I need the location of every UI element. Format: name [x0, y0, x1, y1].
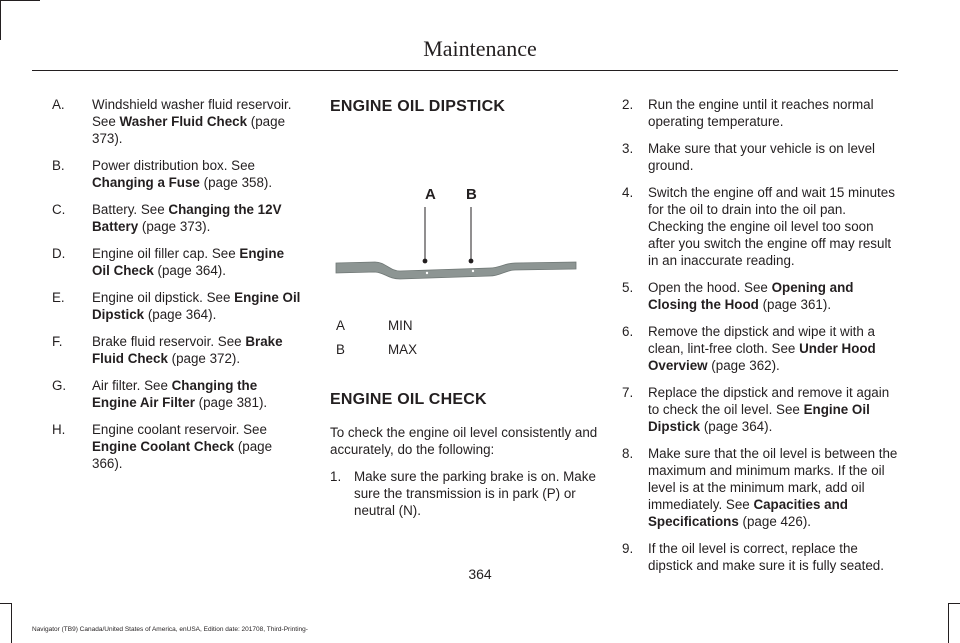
- page-reference: (page 373).: [92, 114, 286, 146]
- legend-key: B: [336, 342, 345, 357]
- cross-reference: Changing the Engine Air Filter: [92, 378, 258, 410]
- hole-dot: [426, 272, 428, 274]
- item-label: F.: [52, 334, 63, 349]
- cross-reference: Opening and Closing the Hood: [648, 280, 854, 312]
- cross-reference: Engine Oil Check: [92, 246, 285, 278]
- crop-mark: [948, 603, 960, 604]
- page-reference: (page 426).: [738, 514, 812, 529]
- item-text: Brake fluid reservoir. See: [92, 334, 246, 349]
- item-label: 6.: [622, 324, 634, 339]
- page-reference: (page 373).: [138, 219, 211, 234]
- cross-reference: Engine Coolant Check: [92, 439, 235, 454]
- page-reference: (page 362).: [707, 358, 780, 373]
- cross-reference: Under Hood Overview: [648, 341, 876, 373]
- crop-mark: [0, 0, 40, 1]
- page-title: Maintenance: [423, 36, 537, 61]
- item-label: D.: [52, 246, 66, 261]
- dipstick-illustration: [330, 115, 602, 295]
- page-reference: (page 361).: [758, 297, 832, 312]
- item-text: Air filter. See: [92, 378, 172, 393]
- item-label: H.: [52, 422, 66, 437]
- list-item: [52, 377, 304, 411]
- legend-key: A: [336, 318, 345, 333]
- list-item: [52, 201, 304, 235]
- item-label: 4.: [622, 185, 634, 200]
- page-reference: (page 364).: [144, 307, 217, 322]
- list-item: [622, 323, 898, 374]
- item-text: Replace the dipstick and remove it again to check the oil level. See: [648, 385, 890, 417]
- cross-reference: Engine Oil Dipstick: [648, 402, 870, 434]
- item-label: C.: [52, 202, 66, 217]
- figure-label-b: B: [466, 186, 477, 203]
- item-text: Switch the engine off and wait 15 minutes for the oil to drain into the oil pan. Checking the engine oil level too soon after you switch the engine off may result in an inaccurate reading.: [648, 185, 895, 268]
- footer-text: Navigator (TB9) Canada/United States of America, enUSA, Edition date: 201708, Third-Printing-: [32, 626, 308, 633]
- dipstick-figure: [330, 115, 602, 295]
- item-text: Power distribution box. See: [92, 158, 256, 173]
- crop-mark: [0, 603, 12, 604]
- item-label: 5.: [622, 280, 634, 295]
- cross-reference: Washer Fluid Check: [119, 114, 248, 129]
- cross-reference: Capacities and Specifications: [648, 497, 848, 529]
- step-number: 1.: [330, 469, 342, 484]
- item-label: 7.: [622, 385, 634, 400]
- list-item: [52, 333, 304, 367]
- page-reference: (page 366).: [92, 439, 273, 471]
- item-text: Engine oil filler cap. See: [92, 246, 240, 261]
- item-label: E.: [52, 290, 65, 305]
- middle-column: [330, 96, 602, 529]
- list-item: [622, 384, 898, 435]
- item-text: Open the hood. See: [648, 280, 772, 295]
- item-text: Engine oil dipstick. See: [92, 290, 235, 305]
- list-item: [52, 289, 304, 323]
- page-reference: (page 364).: [700, 419, 773, 434]
- figure-label-a: A: [425, 186, 436, 203]
- item-label: 8.: [622, 446, 634, 461]
- legend-row-max: [330, 341, 602, 365]
- max-mark: [469, 259, 474, 264]
- crop-mark: [0, 0, 1, 40]
- page-reference: (page 358).: [199, 175, 273, 190]
- item-text: Engine coolant reservoir. See: [92, 422, 267, 437]
- cross-reference: Changing a Fuse: [92, 175, 200, 190]
- page-reference: (page 381).: [194, 395, 268, 410]
- item-text: Windshield washer fluid reservoir. See: [92, 97, 292, 129]
- page-number: 364: [468, 566, 492, 582]
- legend-row-min: [330, 317, 602, 341]
- item-label: B.: [52, 158, 65, 173]
- right-column: [622, 96, 898, 584]
- item-text: Battery. See: [92, 202, 169, 217]
- oil-check-heading: ENGINE OIL CHECK: [330, 391, 487, 408]
- item-text: If the oil level is correct, replace the dipstick and make sure it is fully seated.: [648, 541, 884, 573]
- list-item: [622, 445, 898, 530]
- cross-reference: Engine Oil Dipstick: [92, 290, 301, 322]
- step-text: Make sure the parking brake is on. Make sure the transmission is in park (P) or neutral (N).: [354, 469, 596, 518]
- legend-value: MIN: [388, 318, 413, 333]
- list-item: [622, 184, 898, 269]
- item-label: A.: [52, 97, 65, 112]
- item-text: Run the engine until it reaches normal operating temperature.: [648, 97, 874, 129]
- cross-reference: Brake Fluid Check: [92, 334, 283, 366]
- page-reference: (page 364).: [153, 263, 226, 278]
- min-mark: [423, 259, 428, 264]
- item-text: Remove the dipstick and wipe it with a clean, lint-free cloth. See: [648, 324, 876, 356]
- crop-mark: [948, 603, 949, 643]
- header-rule: [32, 70, 898, 71]
- list-item: [52, 157, 304, 191]
- item-label: G.: [52, 378, 67, 393]
- legend-value: MAX: [388, 342, 418, 357]
- item-text: Make sure that the oil level is between the maximum and minimum marks. If the oil level is at the minimum mark, add oil immediately. See: [648, 446, 898, 512]
- dipstick-heading: ENGINE OIL DIPSTICK: [330, 98, 506, 115]
- item-label: 9.: [622, 541, 634, 556]
- item-label: 2.: [622, 97, 634, 112]
- item-text: Make sure that your vehicle is on level ground.: [648, 141, 876, 173]
- page-reference: (page 372).: [167, 351, 241, 366]
- list-item: [622, 96, 898, 130]
- left-column: [52, 96, 304, 482]
- item-label: 3.: [622, 141, 634, 156]
- cross-reference: Changing the 12V Battery: [92, 202, 282, 234]
- list-item: [52, 245, 304, 279]
- list-item: [52, 421, 304, 472]
- list-item: [622, 279, 898, 313]
- list-item: [622, 140, 898, 174]
- oil-check-intro: To check the engine oil level consistently and accurately, do the following:: [330, 425, 598, 457]
- list-item: [330, 468, 602, 519]
- hole-dot: [472, 270, 474, 272]
- dipstick-blade: [336, 262, 576, 279]
- list-item: [52, 96, 304, 147]
- crop-mark: [11, 603, 12, 643]
